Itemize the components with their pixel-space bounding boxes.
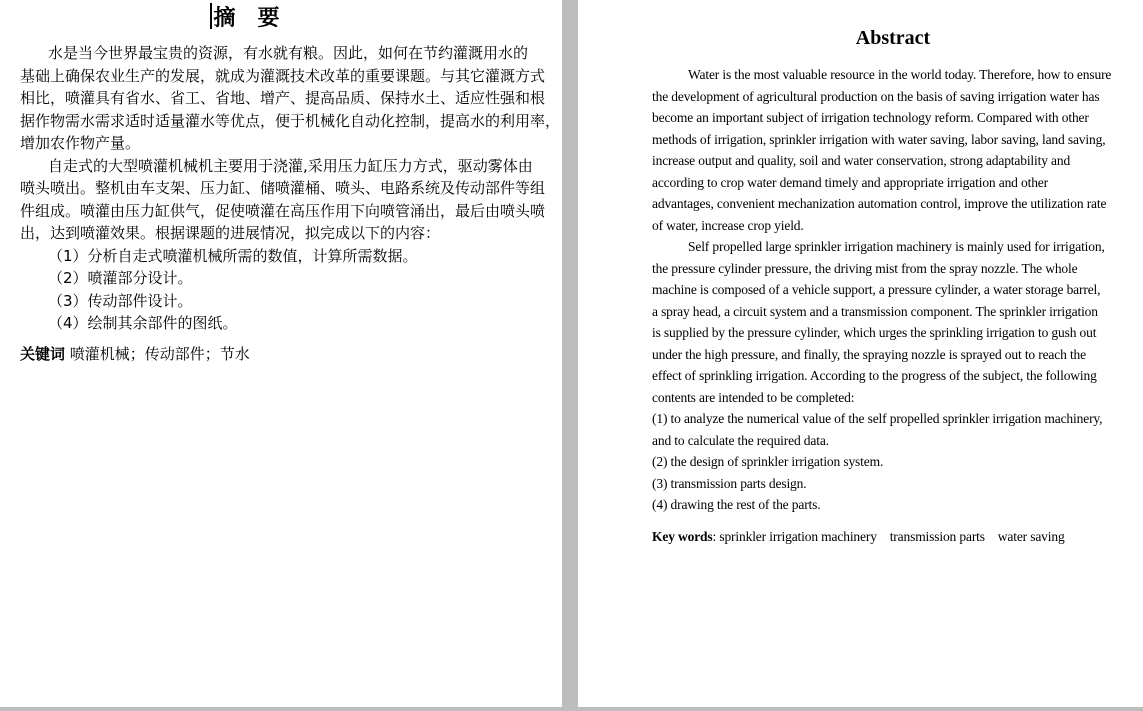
english-abstract-title: Abstract [855, 27, 931, 49]
text-line: 相比，喷灌具有省水、省工、省地、增产、提高品质、保持水土、适应性强和根 [20, 89, 546, 107]
text-line: 自走式的大型喷灌机械机主要用于浇灌,采用压力缸压力方式，驱动雾体由 [48, 156, 533, 175]
text-line: （2）喷灌部分设计。 [48, 269, 193, 287]
text-line: Self propelled large sprinkler irrigation machinery is mainly used for irrigation, [688, 239, 1105, 254]
chinese-abstract-title-text: 摘 要 [213, 6, 280, 31]
text-line: according to crop water demand timely and appropriate irrigation and other [652, 174, 1048, 190]
text-line: increase output and quality, soil and water conservation, strong adaptability and [652, 153, 1071, 168]
text-line: 据作物需水需求适时适量灌水等优点，便于机械化自动化控制，提高水的利用率， [20, 111, 561, 130]
chinese-keywords-line [20, 343, 250, 366]
english-keywords-label: Key words [652, 529, 713, 544]
english-keywords-line [652, 526, 1065, 548]
text-line: (1) to analyze the numerical value of the self propelled sprinkler irrigation machinery, [652, 411, 1103, 426]
text-line: (2) the design of sprinkler irrigation system. [652, 454, 884, 469]
text-line: the pressure cylinder pressure, the driving mist from the spray nozzle. The whole [652, 260, 1078, 276]
text-line: contents are intended to be completed: [652, 389, 855, 405]
text-line: (3) transmission parts design. [652, 475, 807, 491]
text-line: 增加农作物产量。 [20, 134, 141, 152]
chinese-keywords-label: 关键词 [20, 345, 66, 363]
text-line: 出，达到喷灌效果。根据课题的进展情况，拟完成以下的内容： [20, 224, 441, 242]
text-line: （1）分析自走式喷灌机械所需的数值，计算所需数据。 [48, 246, 418, 265]
text-line: of water, increase crop yield. [652, 217, 804, 233]
english-keywords-text: : sprinkler irrigation machinery transmission parts water saving [712, 529, 1065, 544]
text-line: the development of agricultural production on the basis of saving irrigation water has [652, 88, 1100, 104]
text-line: under the high pressure, and finally, the spraying nozzle is sprayed out to reach the [652, 346, 1086, 362]
text-line: (4) drawing the rest of the parts. [652, 497, 821, 512]
text-line: Water is the most valuable resource in the world today. Therefore, how to ensure [688, 67, 1112, 82]
text-line: effect of sprinkling irrigation. According to the progress of the subject, the following [652, 368, 1097, 383]
text-line: （3）传动部件设计。 [48, 291, 193, 310]
text-line: machine is composed of a vehicle support, a pressure cylinder, a water storage barrel, [652, 282, 1101, 297]
chinese-abstract-title [0, 3, 562, 34]
chinese-keywords-text: 喷灌机械；传动部件；节水 [65, 345, 250, 363]
text-line: 水是当今世界最宝贵的资源，有水就有粮。因此，如何在节约灌溉用水的 [48, 44, 529, 62]
text-line: advantages, convenient mechanization automation control, improve the utilization rate [652, 196, 1107, 211]
text-line: become an important subject of irrigation technology reform. Compared with other [652, 110, 1089, 125]
text-line: is supplied by the pressure cylinder, which urges the sprinkling irrigation to gush out [652, 325, 1097, 340]
english-abstract-body[interactable] [652, 64, 1143, 516]
page-chinese-abstract[interactable] [0, 0, 562, 707]
text-line: 喷头喷出。整机由车支架、压力缸、储喷灌桶、喷头、电路系统及传动部件等组 [20, 179, 546, 197]
chinese-abstract-body[interactable] [20, 42, 560, 335]
page-english-abstract[interactable] [578, 0, 1143, 707]
text-line: a spray head, a circuit system and a transmission component. The sprinkler irrigation [652, 303, 1098, 319]
text-line: and to calculate the required data. [652, 432, 829, 448]
text-line: 件组成。喷灌由压力缸供气，促使喷灌在高压作用下向喷管涌出，最后由喷头喷 [20, 201, 546, 220]
text-line: methods of irrigation, sprinkler irrigation with water saving, labor saving, land saving, [652, 131, 1106, 147]
text-line: （4）绘制其余部件的图纸。 [48, 314, 238, 332]
text-line: 基础上确保农业生产的发展，就成为灌溉技术改革的重要课题。与其它灌溉方式 [20, 66, 546, 85]
